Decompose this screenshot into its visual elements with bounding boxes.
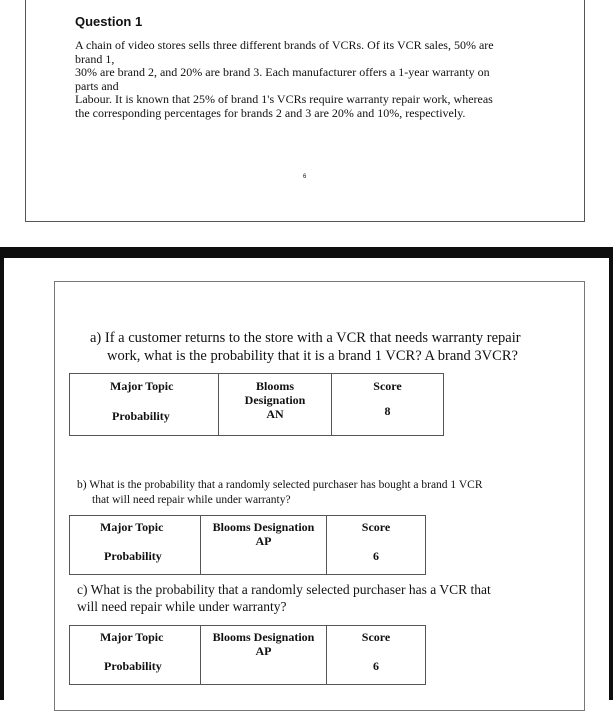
score-cell: [327, 626, 425, 684]
part-a-line: work, what is the probability that it is a brand 1 VCR? A brand 3VCR?: [107, 348, 518, 364]
question-line: brand 1,: [75, 51, 115, 66]
designation-header: Blooms Designation: [212, 520, 315, 534]
question-line: the corresponding percentages for brands 2 and 3 are 20% and 10%, respectively.: [75, 105, 466, 120]
part-a-line: a) If a customer returns to the store with a VCR that needs warranty repair: [90, 330, 521, 346]
question-line: 30% are brand 2, and 20% are brand 3. Each manufacturer offers a 1-year warranty on: [75, 65, 490, 79]
question-line: parts and: [75, 78, 119, 93]
page-separator: [0, 247, 613, 258]
part-c-text: [77, 581, 557, 615]
question-title: Question 1: [75, 14, 143, 29]
part-b-line: b) What is the probability that a randomly selected purchaser has bought a brand 1 VCR: [77, 479, 483, 491]
part-c-line: c) What is the probability that a randomly selected purchaser has a VCR that: [77, 582, 491, 597]
topic-value: Probability: [104, 659, 162, 673]
designation-cell: [219, 374, 331, 435]
score-value: 8: [384, 404, 391, 418]
designation-header: Designation: [244, 393, 306, 407]
topic-cell: [70, 516, 200, 574]
part-b-line: that will need repair while under warranty?: [92, 494, 291, 506]
topic-cell: [70, 626, 200, 684]
question-text: [75, 39, 545, 120]
designation-cell: [201, 626, 326, 684]
designation-header: Blooms Designation: [212, 630, 315, 644]
part-b-table: [69, 515, 426, 575]
designation-value: AN: [266, 407, 284, 421]
score-value: 6: [373, 659, 379, 673]
designation-cell: [201, 516, 326, 574]
part-a-text: [90, 329, 560, 365]
score-header: Score: [361, 520, 391, 534]
designation-value: AP: [255, 644, 272, 658]
part-c-table: [69, 625, 426, 685]
major-topic-header: Major Topic: [100, 520, 164, 534]
score-cell: [332, 374, 443, 435]
topic-value: Probability: [112, 409, 170, 423]
score-value: 6: [373, 549, 379, 563]
page-number: 6: [303, 174, 307, 180]
part-c-line: will need repair while under warranty?: [77, 599, 287, 614]
designation-value: AP: [255, 534, 272, 548]
question-line: Labour. It is known that 25% of brand 1's VCRs require warranty repair work, whereas: [75, 92, 493, 106]
blooms-header: Blooms: [255, 379, 294, 393]
score-header: Score: [373, 379, 402, 393]
part-b-text: [77, 478, 557, 508]
topic-cell: [70, 374, 218, 435]
major-topic-header: Major Topic: [110, 379, 174, 393]
major-topic-header: Major Topic: [100, 630, 164, 644]
score-header: Score: [361, 630, 391, 644]
part-a-table: [69, 373, 444, 436]
question-line: A chain of video stores sells three different brands of VCRs. Of its VCR sales, 50% are: [75, 38, 494, 52]
score-cell: [327, 516, 425, 574]
topic-value: Probability: [104, 549, 162, 563]
